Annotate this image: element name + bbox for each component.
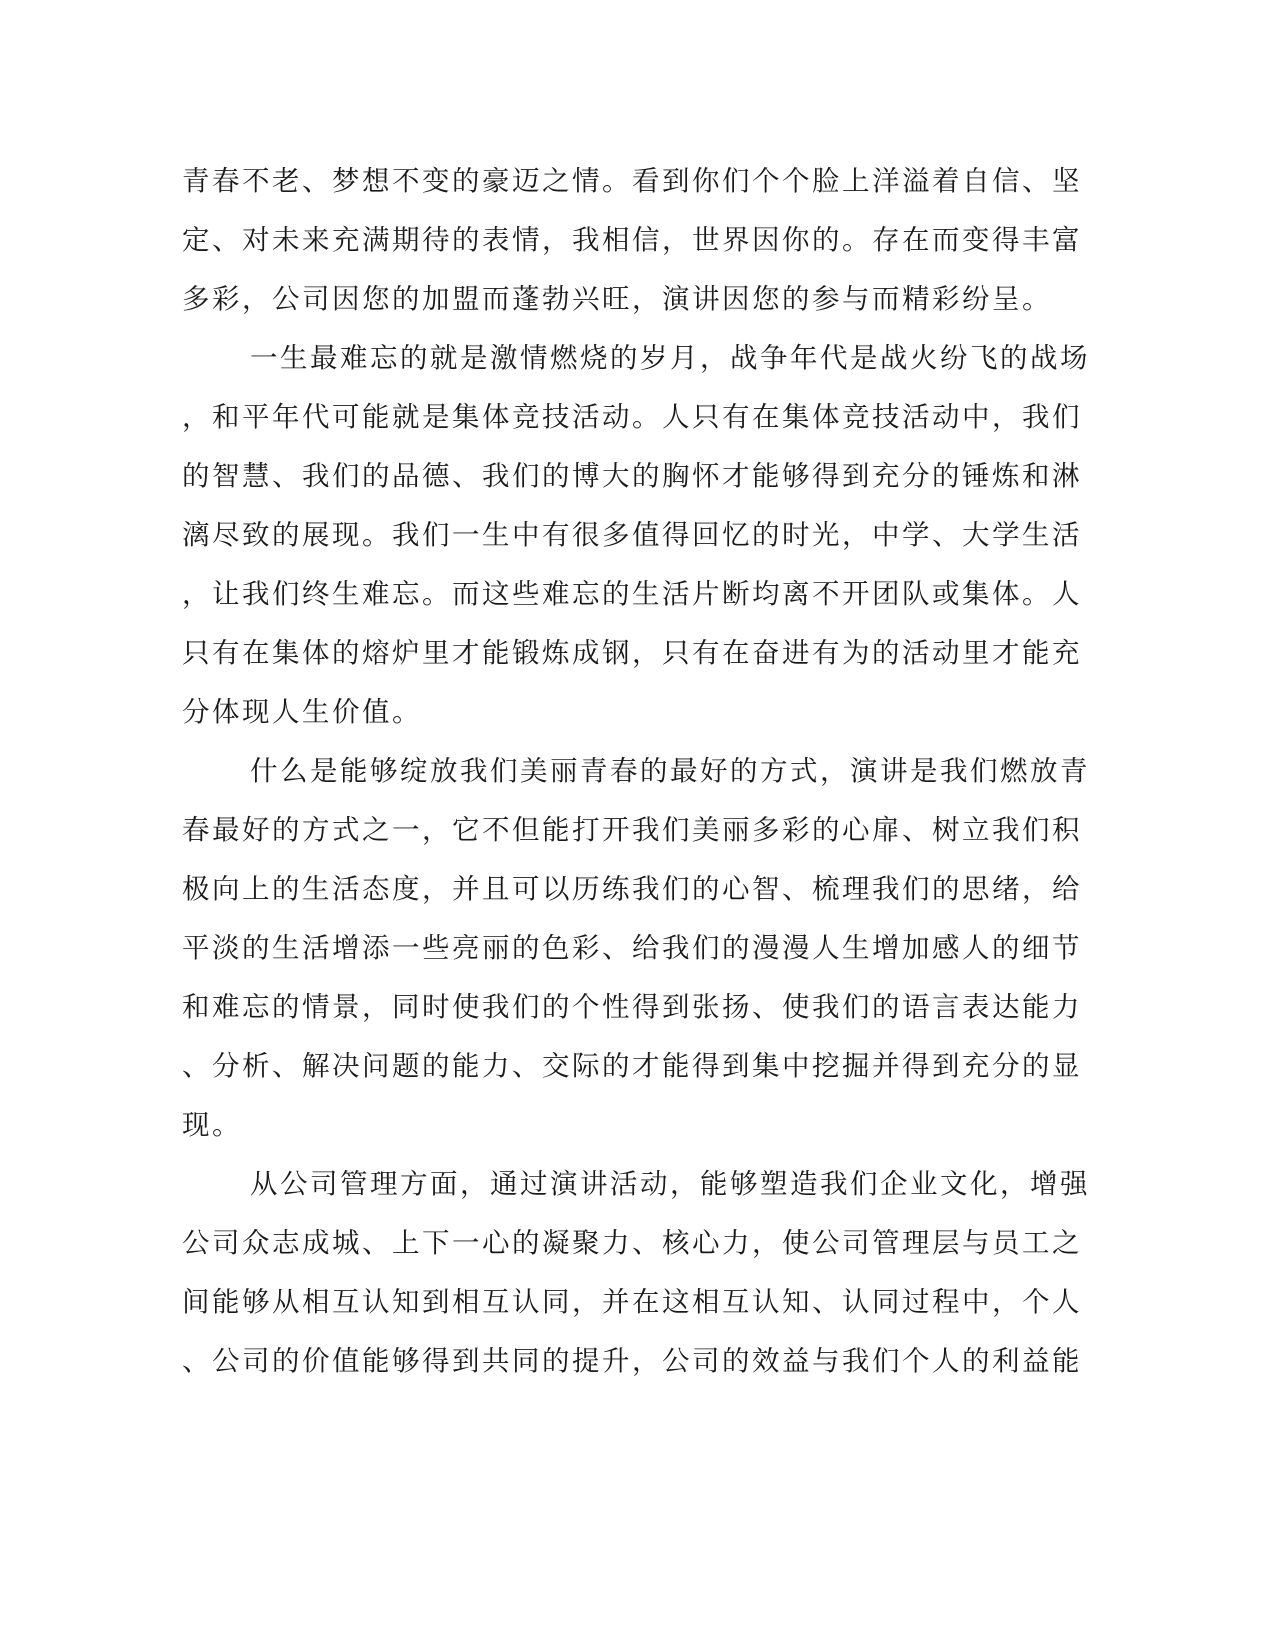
paragraph-4 — [182, 1155, 1090, 1391]
text-line: ，和平年代可能就是集体竞技活动。人只有在集体竞技活动中，我们 — [182, 401, 1082, 433]
text-line: 现。 — [182, 1109, 242, 1141]
text-line: 的智慧、我们的品德、我们的博大的胸怀才能够得到充分的锤炼和淋 — [182, 460, 1082, 492]
text-line: 公司众志成城、上下一心的凝聚力、核心力，使公司管理层与员工之 — [182, 1227, 1082, 1259]
text-line: 、分析、解决问题的能力、交际的才能得到集中挖掘并得到充分的显 — [182, 1050, 1082, 1082]
paragraph-3 — [182, 742, 1090, 1155]
text-line: 青春不老、梦想不变的豪迈之情。看到你们个个脸上洋溢着自信、坚 — [182, 165, 1082, 197]
paragraph-2 — [182, 329, 1090, 742]
text-line-first: 一生最难忘的就是激情燃烧的岁月，战争年代是战火纷飞的战场 — [250, 342, 1090, 374]
text-line: 平淡的生活增添一些亮丽的色彩、给我们的漫漫人生增加感人的细节 — [182, 932, 1082, 964]
text-line: 漓尽致的展现。我们一生中有很多值得回忆的时光，中学、大学生活 — [182, 519, 1082, 551]
text-line: 多彩，公司因您的加盟而蓬勃兴旺，演讲因您的参与而精彩纷呈。 — [182, 283, 1052, 315]
text-line: 定、对未来充满期待的表情，我相信，世界因你的。存在而变得丰富 — [182, 224, 1082, 256]
text-line: 春最好的方式之一，它不但能打开我们美丽多彩的心扉、树立我们积 — [182, 814, 1082, 846]
text-line: 和难忘的情景，同时使我们的个性得到张扬、使我们的语言表达能力 — [182, 991, 1082, 1023]
text-line: 间能够从相互认知到相互认同，并在这相互认知、认同过程中，个人 — [182, 1286, 1082, 1318]
paragraph-1 — [182, 152, 1082, 329]
text-line: 只有在集体的熔炉里才能锻炼成钢，只有在奋进有为的活动里才能充 — [182, 637, 1082, 669]
text-line: ，让我们终生难忘。而这些难忘的生活片断均离不开团队或集体。人 — [182, 578, 1082, 610]
text-line: 、公司的价值能够得到共同的提升，公司的效益与我们个人的利益能 — [182, 1345, 1082, 1377]
text-line: 分体现人生价值。 — [182, 696, 422, 728]
document-body — [182, 152, 1090, 1391]
text-line: 极向上的生活态度，并且可以历练我们的心智、梳理我们的思绪，给 — [182, 873, 1082, 905]
text-line-first: 什么是能够绽放我们美丽青春的最好的方式，演讲是我们燃放青 — [250, 755, 1090, 787]
text-line-first: 从公司管理方面，通过演讲活动，能够塑造我们企业文化，增强 — [250, 1168, 1090, 1200]
